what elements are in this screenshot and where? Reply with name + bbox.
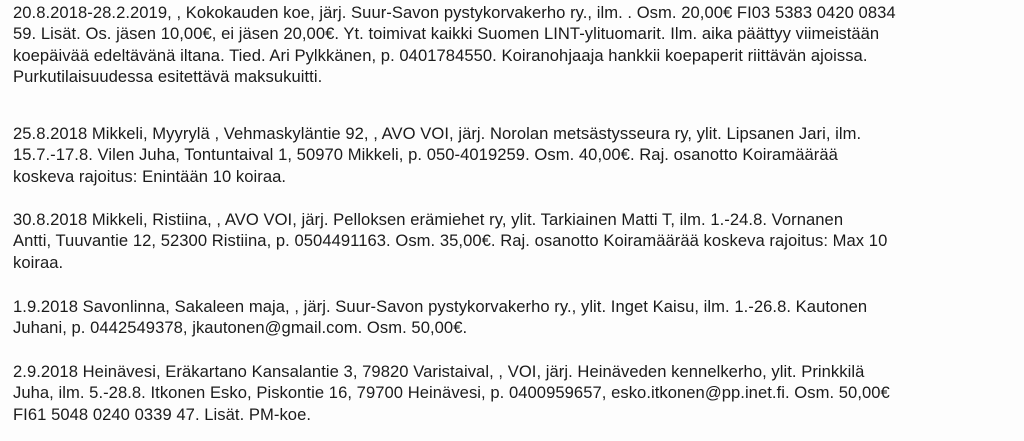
entry-line: 2.9.2018 Heinävesi, Eräkartano Kansalantie 3, 79820 Varistaival, , VOI, järj. Heinäveden kennelkerho, ylit. Prinkkilä — [13, 362, 865, 381]
event-entry — [13, 2, 1019, 88]
entry-line: 30.8.2018 Mikkeli, Ristiina, , AVO VOI, järj. Pelloksen erämiehet ry, ylit. Tarkiainen Matti T, ilm. 1.-24.8. Vornanen — [13, 210, 844, 229]
entry-line: FI61 5048 0240 0339 47. Lisät. PM-koe. — [13, 404, 312, 424]
entry-line: koiraa. — [13, 252, 64, 272]
entry-line: 59. Lisät. Os. jäsen 10,00€, ei jäsen 20,00€. Yt. toimivat kaikki Suomen LINT-ylituomarit. Ilm. aika päättyy viimeistään — [13, 24, 880, 44]
event-entry — [13, 296, 1019, 339]
entry-line: 25.8.2018 Mikkeli, Myyrylä , Vehmaskyläntie 92, , AVO VOI, järj. Norolan metsästysseura ry, ylit. Lipsanen Jari, ilm. — [13, 124, 862, 143]
event-entry — [13, 123, 1019, 187]
entry-line: Juha, ilm. 5.-28.8. Itkonen Esko, Piskontie 16, 79700 Heinävesi, p. 0400959657, esko.itkonen@pp.inet.fi. Osm. 50,00€ — [13, 383, 890, 403]
entry-line: Antti, Tuuvantie 12, 52300 Ristiina, p. 0504491163. Osm. 35,00€. Raj. osanotto Koiramäärää koskeva rajoitus: Max 10 — [13, 231, 888, 251]
entry-line: Purkutilaisuudessa esitettävä maksukuitti. — [13, 67, 323, 87]
entry-line: koepäivää edeltävänä iltana. Tied. Ari Pylkkänen, p. 0401784550. Koiranohjaaja hankkii koepaperit riittävän ajoissa. — [13, 45, 868, 65]
event-entry — [13, 209, 1019, 273]
entry-line: Juhani, p. 0442549378, jkautonen@gmail.com. Osm. 50,00€. — [13, 318, 468, 338]
entry-line: 1.9.2018 Savonlinna, Sakaleen maja, , järj. Suur-Savon pystykorvakerho ry., ylit. Inget Kaisu, ilm. 1.-26.8. Kautonen — [13, 297, 868, 316]
entry-line: 20.8.2018-28.2.2019, , Kokokauden koe, järj. Suur-Savon pystykorvakerho ry., ilm. . Osm. 20,00€ FI03 5383 0420 0834 — [13, 3, 896, 22]
entry-line: koskeva rajoitus: Enintään 10 koiraa. — [13, 166, 287, 186]
event-entry — [13, 361, 1019, 425]
entry-line: 15.7.-17.8. Vilen Juha, Tontuntaival 1, 50970 Mikkeli, p. 050-4019259. Osm. 40,00€. Raj. osanotto Koiramäärää — [13, 145, 838, 165]
